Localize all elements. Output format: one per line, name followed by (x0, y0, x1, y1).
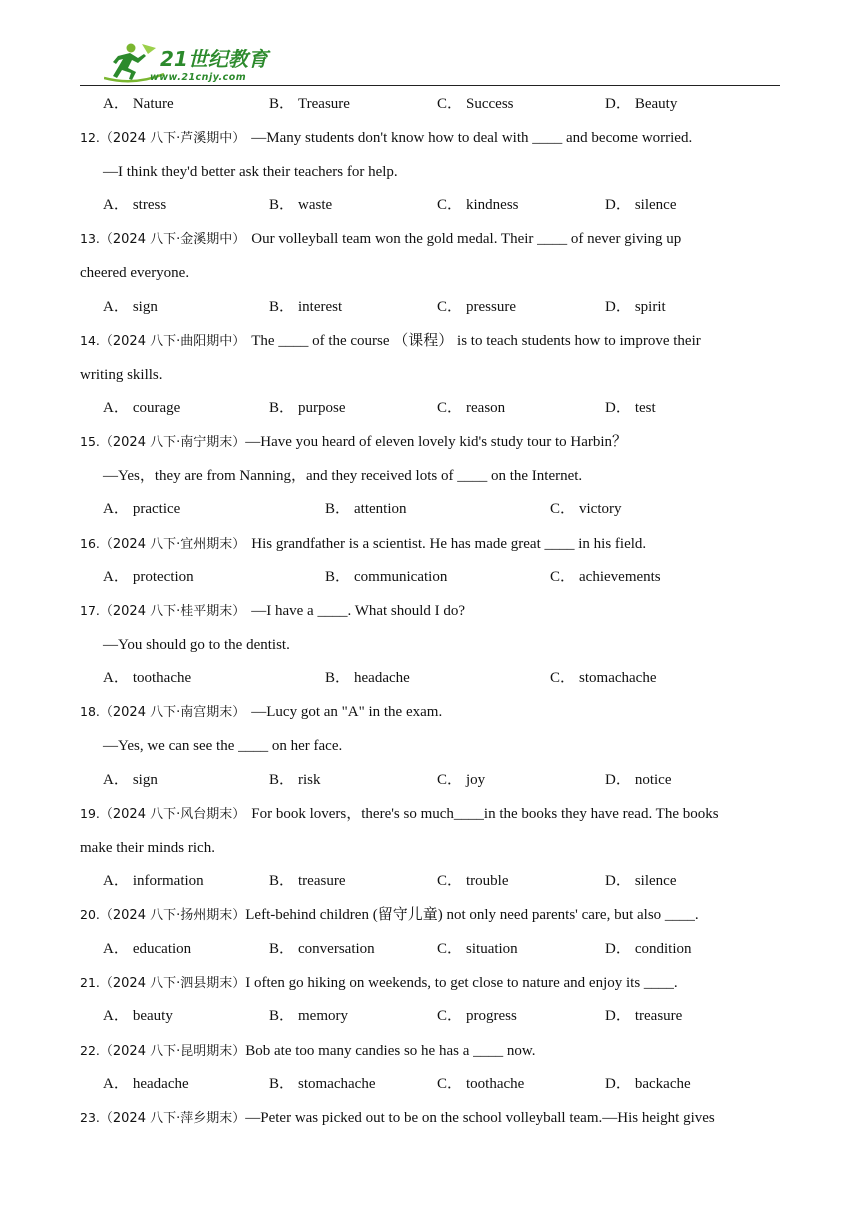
question-source: （2024 八下·泗县期末） (99, 976, 246, 991)
question-line (80, 973, 678, 994)
answer-option (437, 195, 519, 215)
answer-option (325, 567, 447, 587)
option-letter: D． (605, 941, 631, 957)
answer-option (269, 1074, 375, 1094)
question-source: （2024 八下·南宫期末） (99, 705, 246, 720)
question-line (80, 1108, 715, 1129)
question-source: （2024 八下·扬州期末） (99, 908, 246, 923)
option-letter: D． (605, 197, 631, 213)
answer-option (437, 94, 514, 114)
option-text: victory (579, 501, 622, 517)
question-line (80, 534, 646, 555)
question-source: （2024 八下·萍乡期末） (99, 1111, 246, 1126)
option-letter: C． (437, 400, 463, 416)
option-text: practice (132, 501, 181, 517)
option-letter: D． (605, 96, 631, 112)
option-letter: D． (605, 772, 631, 788)
option-letter: D． (605, 873, 631, 889)
question-text: —Peter was picked out to be on the school volleyball team.—His height gives (245, 1110, 715, 1126)
question-line (103, 162, 398, 182)
option-letter: C． (437, 941, 463, 957)
option-letter: C． (437, 1008, 463, 1024)
option-letter: C． (550, 569, 576, 585)
question-text: —Lucy got an "A" in the exam. (251, 704, 443, 720)
option-text: attention (354, 501, 407, 517)
question-text: —Many students don't know how to deal with ____ and become worried. (251, 130, 693, 146)
option-text: interest (298, 299, 343, 315)
question-number: 23. (80, 1110, 100, 1125)
answer-option (103, 1074, 189, 1094)
option-letter: C． (550, 670, 576, 686)
question-line (80, 601, 465, 622)
answer-option (103, 871, 204, 891)
question-number: 12. (80, 130, 100, 145)
question-source: （2024 八下·金溪期中） (99, 232, 246, 247)
option-text: purpose (298, 400, 346, 416)
question-line (80, 702, 442, 723)
question-line (80, 804, 719, 825)
option-text: situation (466, 941, 518, 957)
option-text: achievements (579, 569, 661, 585)
question-source: （2024 八下·桂平期末） (99, 604, 246, 619)
option-text: protection (132, 569, 194, 585)
question-text: His grandfather is a scientist. He has made great ____ in his field. (251, 536, 647, 552)
option-letter: C． (437, 772, 463, 788)
option-text: courage (132, 400, 181, 416)
question-line (103, 635, 290, 655)
question-source: （2024 八下·芦溪期中） (99, 131, 246, 146)
option-text: toothache (466, 1076, 525, 1092)
question-text: —Have you heard of eleven lovely kid's study tour to Harbin？ (245, 434, 628, 450)
option-letter: C． (550, 501, 576, 517)
answer-option (605, 939, 692, 959)
answer-option (605, 1074, 691, 1094)
question-text: cheered everyone. (80, 265, 190, 281)
option-text: Nature (132, 96, 174, 112)
question-source: （2024 八下·风台期末） (99, 807, 246, 822)
question-number: 16. (80, 536, 100, 551)
option-letter: C． (437, 96, 463, 112)
option-text: trouble (466, 873, 509, 889)
answer-option (605, 94, 677, 114)
question-text: I often go hiking on weekends, to get close to nature and enjoy its ____. (245, 975, 678, 991)
option-letter: B． (269, 1076, 295, 1092)
option-text: headache (354, 670, 410, 686)
option-letter: B． (325, 670, 351, 686)
option-letter: B． (269, 1008, 295, 1024)
question-line (80, 128, 692, 149)
option-text: waste (298, 197, 333, 213)
option-text: stress (132, 197, 167, 213)
question-text: Our volleyball team won the gold medal. Their ____ of never giving up (251, 231, 682, 247)
option-letter: B． (269, 873, 295, 889)
answer-option (437, 398, 505, 418)
option-letter: A． (103, 96, 129, 112)
option-letter: B． (269, 299, 295, 315)
question-line (80, 229, 681, 250)
question-number: 14. (80, 333, 100, 348)
answer-option (605, 871, 677, 891)
option-letter: B． (269, 197, 295, 213)
question-number: 20. (80, 907, 100, 922)
question-number: 18. (80, 704, 100, 719)
answer-option (437, 1074, 524, 1094)
answer-option (269, 939, 375, 959)
option-text: progress (466, 1008, 517, 1024)
option-letter: B． (269, 941, 295, 957)
option-text: treasure (298, 873, 346, 889)
option-text: spirit (634, 299, 666, 315)
answer-option (103, 567, 194, 587)
answer-option (103, 499, 180, 519)
option-text: pressure (466, 299, 516, 315)
answer-option (605, 398, 656, 418)
question-text: Bob ate too many candies so he has a ____ now. (245, 1043, 536, 1059)
option-text: beauty (132, 1008, 173, 1024)
logo-url-text: www.21cnjy.com (150, 72, 247, 83)
question-text: writing skills. (80, 367, 163, 383)
option-text: joy (466, 772, 486, 788)
option-letter: A． (103, 772, 129, 788)
answer-option (103, 1006, 173, 1026)
option-text: stomachache (298, 1076, 376, 1092)
option-text: toothache (132, 670, 192, 686)
header-divider (80, 85, 780, 86)
option-letter: C． (437, 873, 463, 889)
question-text: For book lovers，there's so much____in the books they have read. The books (251, 806, 719, 822)
option-letter: B． (269, 96, 295, 112)
question-line (103, 736, 342, 756)
answer-option (269, 398, 346, 418)
answer-option (325, 668, 410, 688)
answer-option (437, 939, 518, 959)
answer-option (437, 770, 485, 790)
question-line (80, 432, 627, 453)
option-letter: A． (103, 400, 129, 416)
option-letter: A． (103, 1008, 129, 1024)
option-text: test (634, 400, 656, 416)
question-line (80, 838, 215, 858)
answer-option (437, 1006, 517, 1026)
question-line (103, 466, 582, 486)
option-letter: D． (605, 400, 631, 416)
question-text: —I think they'd better ask their teachers for help. (103, 164, 398, 180)
option-letter: A． (103, 873, 129, 889)
option-text: memory (298, 1008, 349, 1024)
option-text: Treasure (298, 96, 350, 112)
question-line (80, 905, 699, 926)
option-text: risk (298, 772, 321, 788)
answer-option (269, 195, 332, 215)
question-number: 17. (80, 603, 100, 618)
answer-option (550, 668, 656, 688)
option-letter: B． (325, 569, 351, 585)
answer-option (325, 499, 407, 519)
answer-option (103, 297, 158, 317)
answer-option (605, 1006, 682, 1026)
answer-option (269, 94, 350, 114)
question-source: （2024 八下·宜州期末） (99, 537, 246, 552)
option-letter: A． (103, 299, 129, 315)
answer-option (550, 499, 622, 519)
answer-option (103, 939, 191, 959)
option-letter: B． (325, 501, 351, 517)
option-text: treasure (634, 1008, 683, 1024)
answer-option (437, 297, 516, 317)
option-text: headache (132, 1076, 189, 1092)
option-text: stomachache (579, 670, 657, 686)
option-text: kindness (466, 197, 519, 213)
option-text: silence (634, 873, 677, 889)
logo (104, 42, 274, 84)
answer-option (269, 871, 345, 891)
answer-option (103, 195, 166, 215)
question-text: —I have a ____. What should I do? (251, 603, 466, 619)
option-text: Beauty (634, 96, 678, 112)
option-text: conversation (298, 941, 375, 957)
answer-option (605, 770, 672, 790)
question-line (80, 365, 163, 385)
option-text: reason (466, 400, 506, 416)
option-letter: A． (103, 1076, 129, 1092)
question-text: —Yes，they are from Nanning，and they received lots of ____ on the Internet. (103, 468, 583, 484)
question-line (80, 1041, 535, 1062)
option-letter: B． (269, 400, 295, 416)
question-text: —Yes, we can see the ____ on her face. (103, 738, 343, 754)
option-text: condition (634, 941, 692, 957)
question-text: The ____ of the course （课程） is to teach students how to improve their (251, 333, 701, 349)
answer-option (103, 770, 158, 790)
question-text: make their minds rich. (80, 840, 215, 856)
answer-option (103, 398, 180, 418)
answer-option (269, 770, 321, 790)
question-source: （2024 八下·南宁期末） (99, 435, 246, 450)
option-text: backache (634, 1076, 691, 1092)
option-text: sign (132, 299, 158, 315)
option-text: education (132, 941, 192, 957)
option-letter: C． (437, 1076, 463, 1092)
answer-option (269, 1006, 348, 1026)
page-header (0, 0, 860, 90)
option-letter: A． (103, 670, 129, 686)
question-source: （2024 八下·曲阳期中） (99, 334, 246, 349)
answer-option (550, 567, 661, 587)
option-text: information (132, 873, 204, 889)
answer-option (605, 297, 666, 317)
answer-option (103, 94, 174, 114)
option-letter: B． (269, 772, 295, 788)
option-letter: A． (103, 569, 129, 585)
option-letter: D． (605, 1076, 631, 1092)
option-letter: A． (103, 941, 129, 957)
option-text: Success (466, 96, 514, 112)
answer-option (269, 297, 342, 317)
option-text: sign (132, 772, 158, 788)
option-letter: D． (605, 299, 631, 315)
option-letter: A． (103, 501, 129, 517)
question-source: （2024 八下·昆明期末） (99, 1044, 246, 1059)
option-text: communication (354, 569, 448, 585)
option-letter: D． (605, 1008, 631, 1024)
option-letter: C． (437, 299, 463, 315)
question-number: 19. (80, 806, 100, 821)
logo-text: 21世纪教育 (160, 47, 268, 71)
question-text: —You should go to the dentist. (103, 637, 290, 653)
option-text: notice (634, 772, 672, 788)
answer-option (103, 668, 191, 688)
option-text: silence (634, 197, 677, 213)
question-number: 21. (80, 975, 100, 990)
answer-option (605, 195, 677, 215)
option-letter: C． (437, 197, 463, 213)
question-number: 15. (80, 434, 100, 449)
question-line (80, 263, 189, 283)
answer-option (437, 871, 509, 891)
question-number: 13. (80, 231, 100, 246)
question-line (80, 331, 701, 352)
option-letter: A． (103, 197, 129, 213)
question-text: Left-behind children (留守儿童) not only need parents' care, but also ____. (245, 907, 699, 923)
question-number: 22. (80, 1043, 100, 1058)
